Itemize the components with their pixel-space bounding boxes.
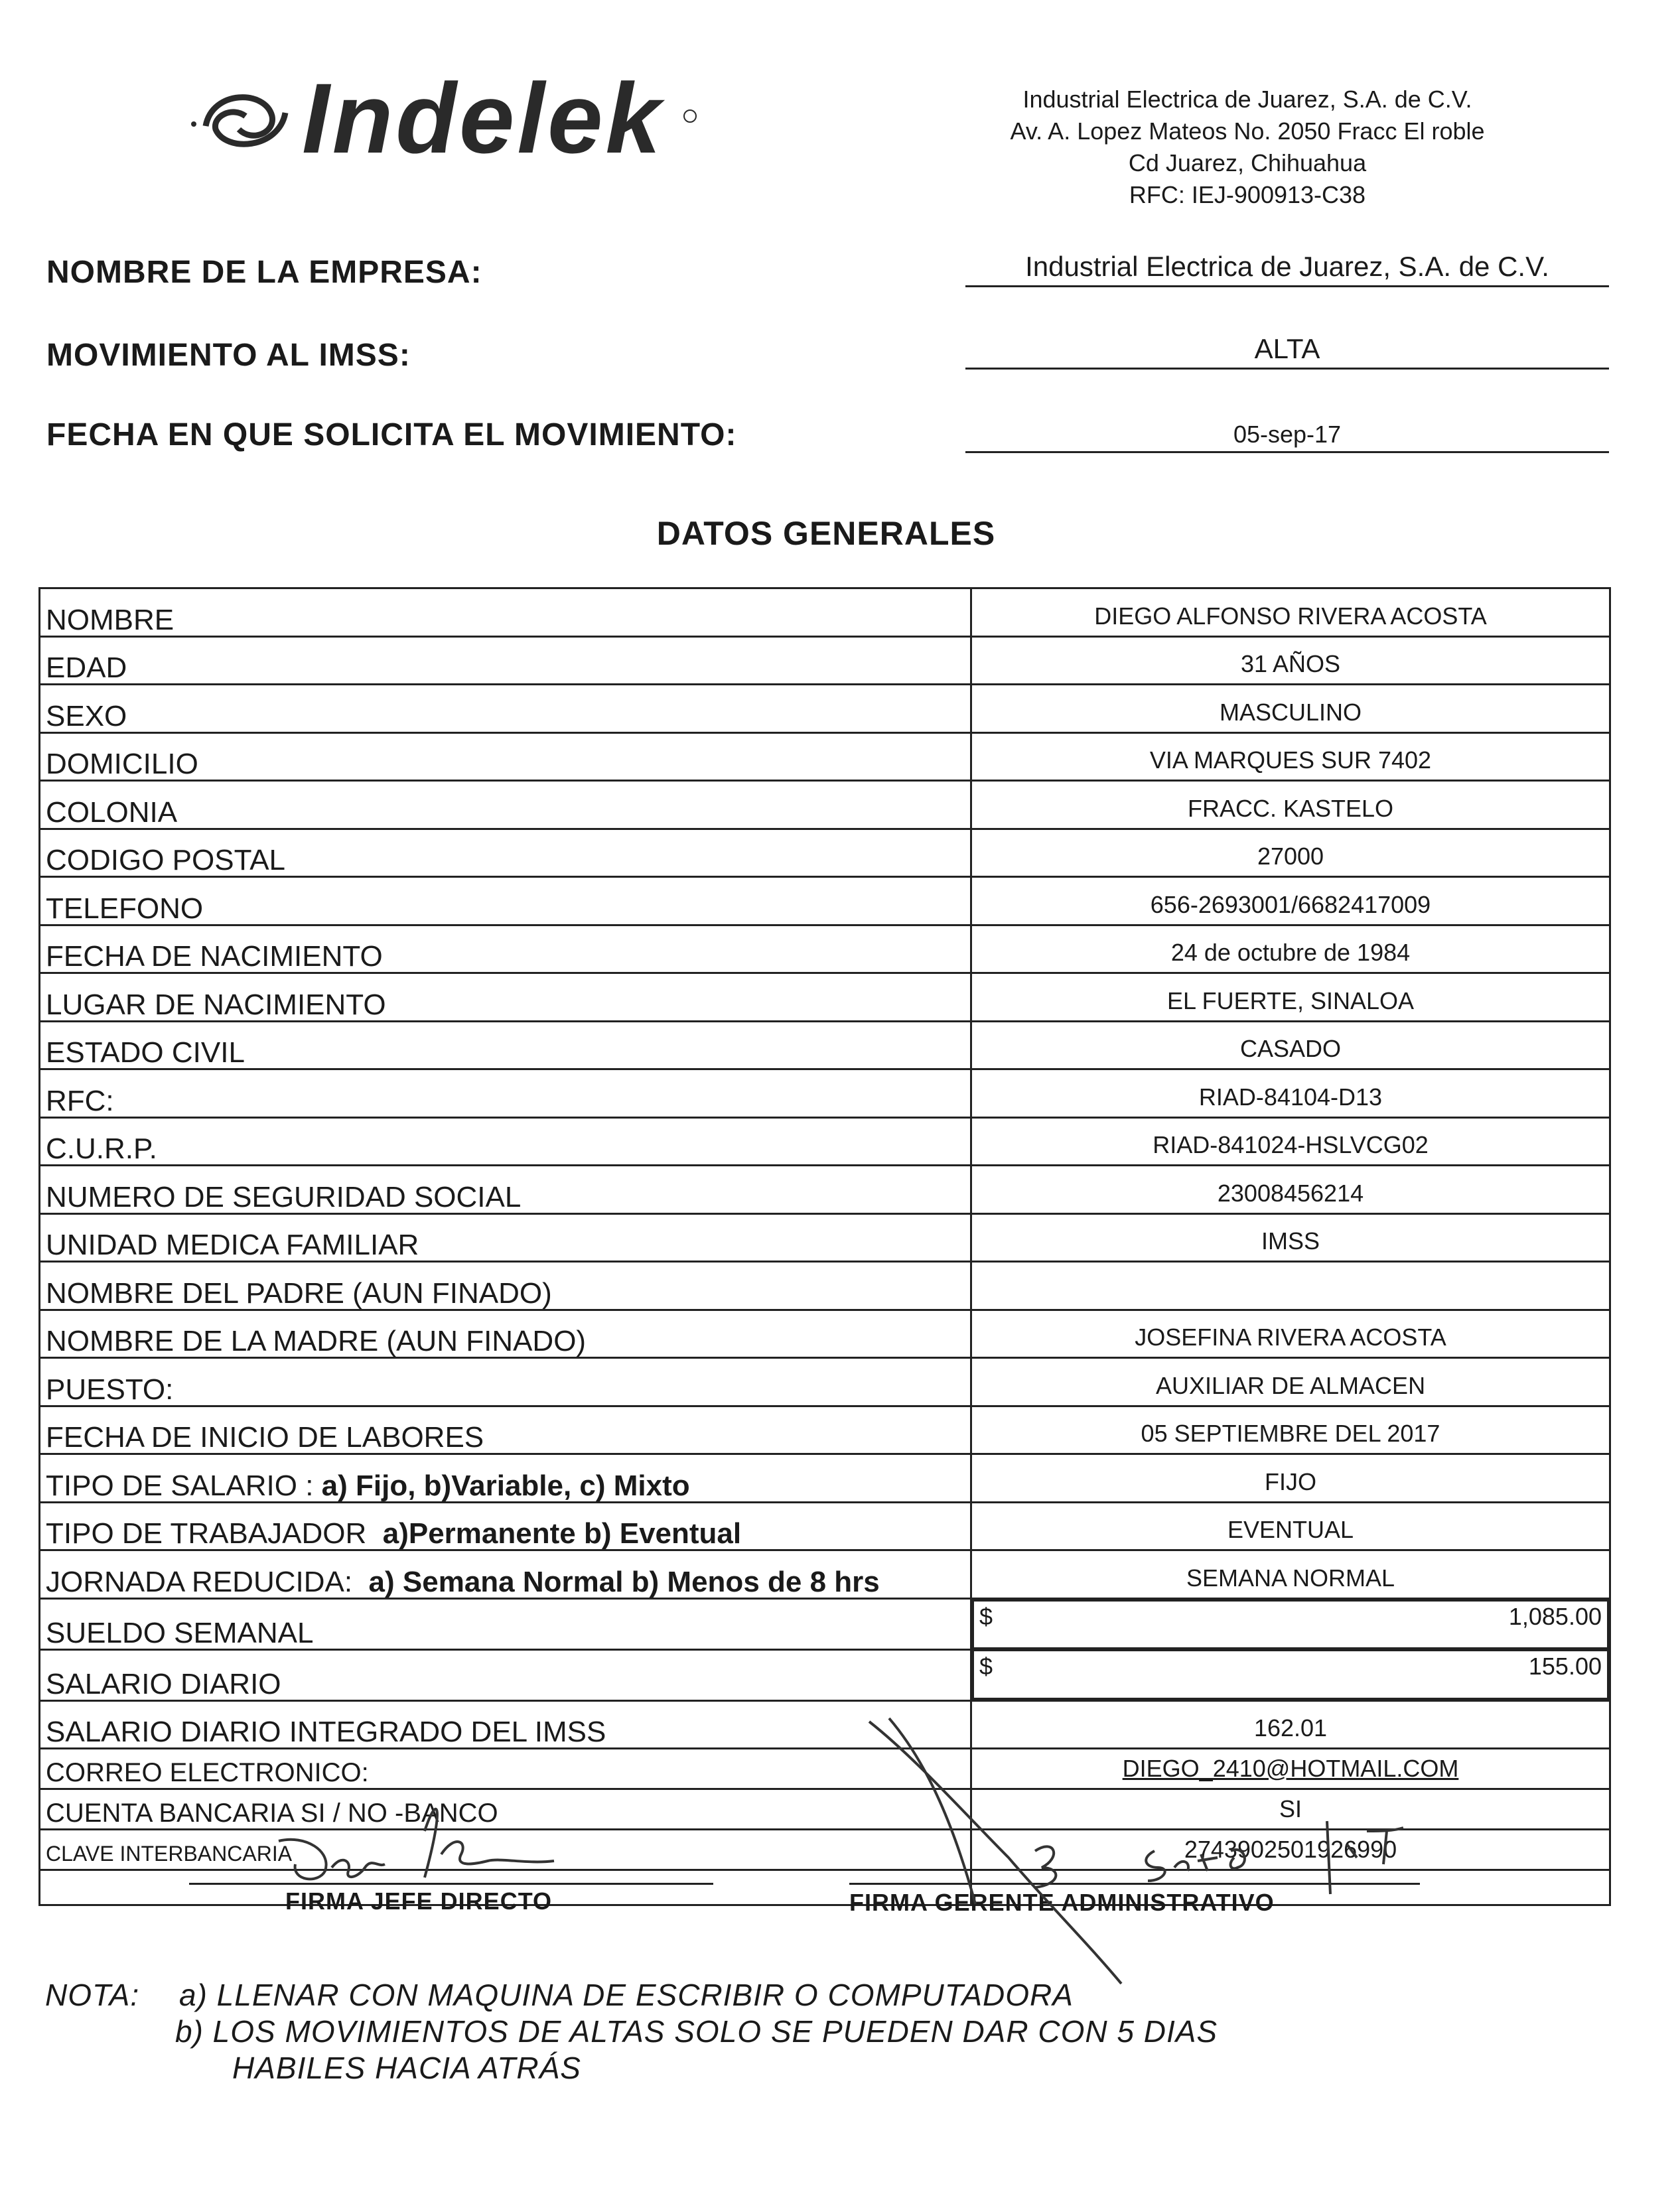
- row-label: SALARIO DIARIO INTEGRADO DEL IMSS: [40, 1700, 971, 1749]
- row-label: CUENTA BANCARIA SI / NO -BANCO: [40, 1789, 971, 1830]
- row-value: 05 SEPTIEMBRE DEL 2017: [971, 1406, 1610, 1454]
- address-line-4: RFC: IEJ-900913-C38: [1129, 181, 1366, 208]
- logo-wordmark: Indelek: [302, 63, 664, 174]
- address-line-3: Cd Juarez, Chihuahua: [1128, 149, 1367, 176]
- row-label: NOMBRE: [40, 588, 971, 637]
- row-value: RIAD-841024-HSLVCG02: [971, 1117, 1610, 1166]
- row-value: FIJO: [971, 1454, 1610, 1503]
- row-value: CASADO: [971, 1021, 1610, 1069]
- row-label: CORREO ELECTRONICO:: [40, 1749, 971, 1789]
- row-label: NOMBRE DE LA MADRE (AUN FINADO): [40, 1310, 971, 1358]
- jefe-signature-label: FIRMA JEFE DIRECTO: [285, 1887, 553, 1915]
- empresa-label: NOMBRE DE LA EMPRESA:: [46, 255, 482, 290]
- row-value: AUXILIAR DE ALMACEN: [971, 1358, 1610, 1406]
- movimiento-value: ALTA: [1254, 333, 1320, 364]
- row-label-text: TIPO DE TRABAJADOR: [46, 1517, 367, 1550]
- row-label: PUESTO:: [40, 1358, 971, 1406]
- row-value: SI: [971, 1789, 1610, 1830]
- row-value: 24 de octubre de 1984: [971, 925, 1610, 973]
- row-value: RIAD-84104-D13: [971, 1069, 1610, 1118]
- row-value: 23008456214: [971, 1166, 1610, 1214]
- address-line-2: Av. A. Lopez Mateos No. 2050 Fracc El roble: [1010, 117, 1485, 145]
- amount: 1,085.00: [1508, 1602, 1602, 1630]
- row-value: MASCULINO: [971, 685, 1610, 733]
- row-label: EDAD: [40, 636, 971, 685]
- empresa-value: Industrial Electrica de Juarez, S.A. de C.V.: [1025, 251, 1549, 282]
- row-label-text: TIPO DE SALARIO :: [46, 1469, 314, 1502]
- row-label: FECHA DE INICIO DE LABORES: [40, 1406, 971, 1454]
- row-label-options: a)Permanente b) Eventual: [382, 1517, 742, 1550]
- movimiento-label: MOVIMIENTO AL IMSS:: [46, 338, 411, 373]
- row-label: NUMERO DE SEGURIDAD SOCIAL: [40, 1166, 971, 1214]
- row-value: SEMANA NORMAL: [971, 1550, 1610, 1599]
- currency-sign: $: [979, 1653, 993, 1680]
- row-label: ESTADO CIVIL: [40, 1021, 971, 1069]
- note-a: a) LLENAR CON MAQUINA DE ESCRIBIR O COMPUTADORA: [179, 1978, 1074, 2012]
- row-value: DIEGO_2410@HOTMAIL.COM: [971, 1749, 1610, 1789]
- row-value: 2743902501926990: [971, 1830, 1610, 1870]
- row-value: 27000: [971, 829, 1610, 877]
- fecha-solicitud-value: 05-sep-17: [1233, 421, 1342, 448]
- row-label: DOMICILIO: [40, 732, 971, 781]
- jefe-signature-icon: [279, 1809, 554, 1879]
- row-label: TELEFONO: [40, 877, 971, 925]
- row-label: FECHA DE NACIMIENTO: [40, 925, 971, 973]
- row-label: SUELDO SEMANAL: [40, 1598, 971, 1649]
- row-value: 656-2693001/6682417009: [971, 877, 1610, 925]
- row-label: SALARIO DIARIO: [40, 1649, 971, 1700]
- note-b-line-1: b) LOS MOVIMIENTOS DE ALTAS SOLO SE PUEDEN DAR CON 5 DIAS: [175, 2014, 1218, 2049]
- row-label: SEXO: [40, 685, 971, 733]
- row-label: CLAVE INTERBANCARIA: [40, 1830, 971, 1870]
- row-value: EVENTUAL: [971, 1502, 1610, 1550]
- row-label-text: JORNADA REDUCIDA:: [46, 1565, 353, 1598]
- row-label-options: a) Fijo, b)Variable, c) Mixto: [321, 1469, 690, 1502]
- row-label: NOMBRE DEL PADRE (AUN FINADO): [40, 1262, 971, 1310]
- row-value: EL FUERTE, SINALOA: [971, 973, 1610, 1022]
- row-value: VIA MARQUES SUR 7402: [971, 732, 1610, 781]
- row-value: JOSEFINA RIVERA ACOSTA: [971, 1310, 1610, 1358]
- section-title: DATOS GENERALES: [656, 515, 996, 552]
- note-b-line-2: HABILES HACIA ATRÁS: [232, 2051, 581, 2085]
- amount: 155.00: [1528, 1653, 1602, 1680]
- row-label: COLONIA: [40, 781, 971, 829]
- row-label: UNIDAD MEDICA FAMILIAR: [40, 1213, 971, 1262]
- gerente-signature-icon: [869, 1718, 1403, 1984]
- fecha-solicitud-label: FECHA EN QUE SOLICITA EL MOVIMIENTO:: [46, 417, 737, 452]
- row-value: 162.01: [971, 1700, 1610, 1749]
- address-line-1: Industrial Electrica de Juarez, S.A. de C.V.: [1022, 86, 1472, 113]
- row-value: IMSS: [971, 1213, 1610, 1262]
- row-value: DIEGO ALFONSO RIVERA ACOSTA: [971, 588, 1610, 637]
- note-prefix: NOTA:: [45, 1978, 140, 2012]
- row-label: C.U.R.P.: [40, 1117, 971, 1166]
- row-label: CODIGO POSTAL: [40, 829, 971, 877]
- row-label-options: a) Semana Normal b) Menos de 8 hrs: [368, 1565, 880, 1598]
- row-label: LUGAR DE NACIMIENTO: [40, 973, 971, 1022]
- row-value: 31 AÑOS: [971, 636, 1610, 685]
- currency-sign: $: [979, 1602, 993, 1630]
- row-label: RFC:: [40, 1069, 971, 1118]
- row-value: FRACC. KASTELO: [971, 781, 1610, 829]
- gerente-signature-label: FIRMA GERENTE ADMINISTRATIVO: [849, 1889, 1275, 1916]
